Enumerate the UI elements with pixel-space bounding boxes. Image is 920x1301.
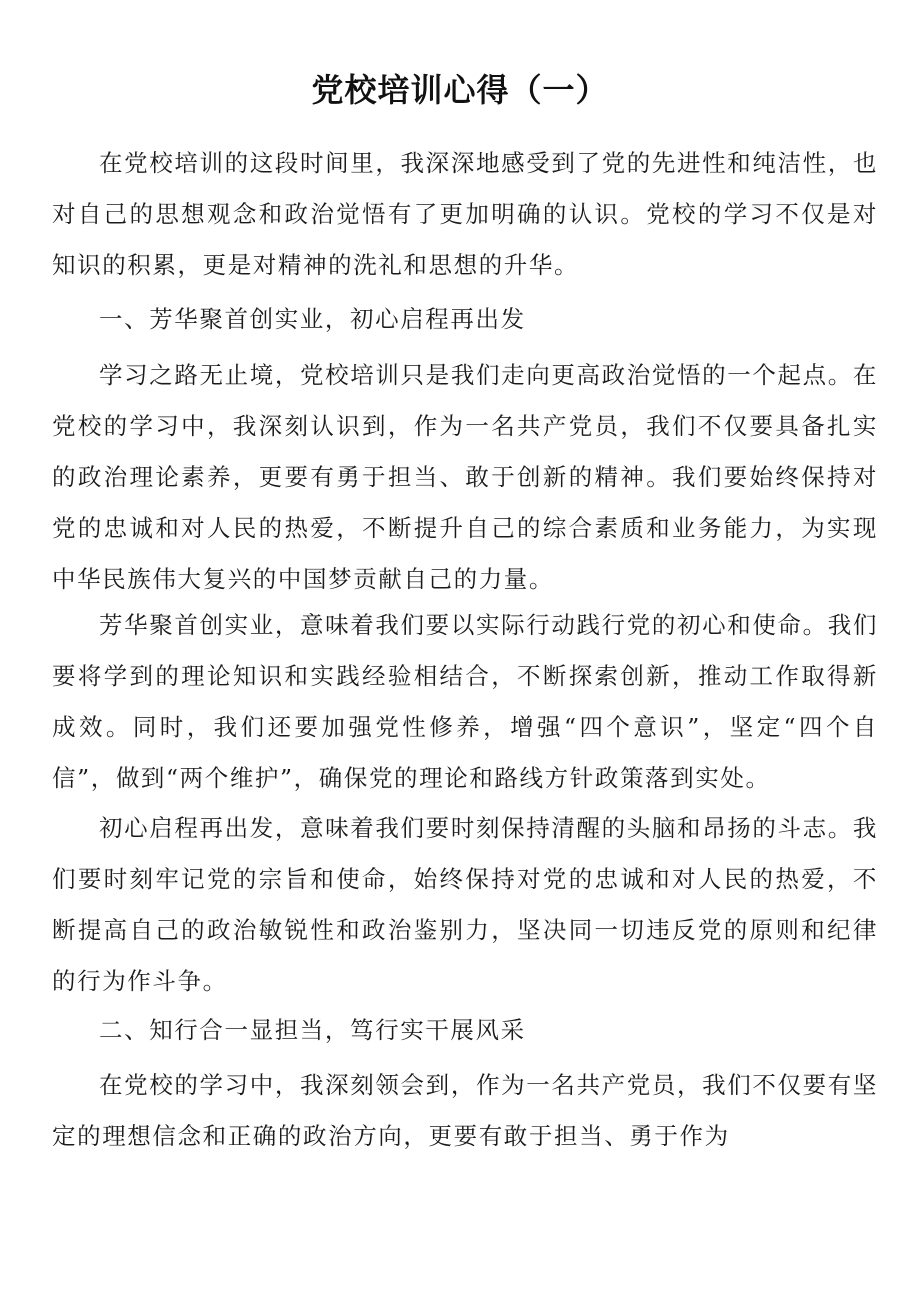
section-1-paragraph-3: 初心启程再出发，意味着我们要时刻保持清醒的头脑和昂扬的斗志。我们要时刻牢记党的宗旨和使命，始终保持对党的忠诚和对人民的热爱，不断提高自己的政治敏锐性和政治鉴别力，坚决同一切违反党的原则和纪律的行为作斗争。	[52, 814, 878, 995]
section-2-paragraph-1: 在党校的学习中，我深刻领会到，作为一名共产党员，我们不仅要有坚定的理想信念和正确的政治方向，更要有敢于担当、勇于作为	[52, 1071, 878, 1150]
section-1-paragraph-2: 芳华聚首创实业，意味着我们要以实际行动践行党的初心和使命。我们要将学到的理论知识和实践经验相结合，不断探索创新，推动工作取得新成效。同时，我们还要加强党性修养，增强“四个意识”，坚定“四个自信”，做到“两个维护”，确保党的理论和路线方针政策落到实处。	[52, 611, 878, 792]
document-title: 党校培训心得（一）	[311, 71, 609, 109]
section-1-paragraph-1: 学习之路无止境，党校培训只是我们走向更高政治觉悟的一个起点。在党校的学习中，我深刻认识到，作为一名共产党员，我们不仅要具备扎实的政治理论素养，更要有勇于担当、敢于创新的精神。我们要始终保持对党的忠诚和对人民的热爱，不断提升自己的综合素质和业务能力，为实现中华民族伟大复兴的中国梦贡献自己的力量。	[52, 361, 878, 593]
intro-paragraph: 在党校培训的这段时间里，我深深地感受到了党的先进性和纯洁性，也对自己的思想观念和政治觉悟有了更加明确的认识。党校的学习不仅是对知识的积累，更是对精神的洗礼和思想的升华。	[52, 149, 878, 279]
section-heading-1: 一、芳华聚首创实业，初心启程再出发	[99, 305, 526, 333]
section-heading-2: 二、知行合一显担当，笃行实干展风采	[99, 1016, 526, 1044]
